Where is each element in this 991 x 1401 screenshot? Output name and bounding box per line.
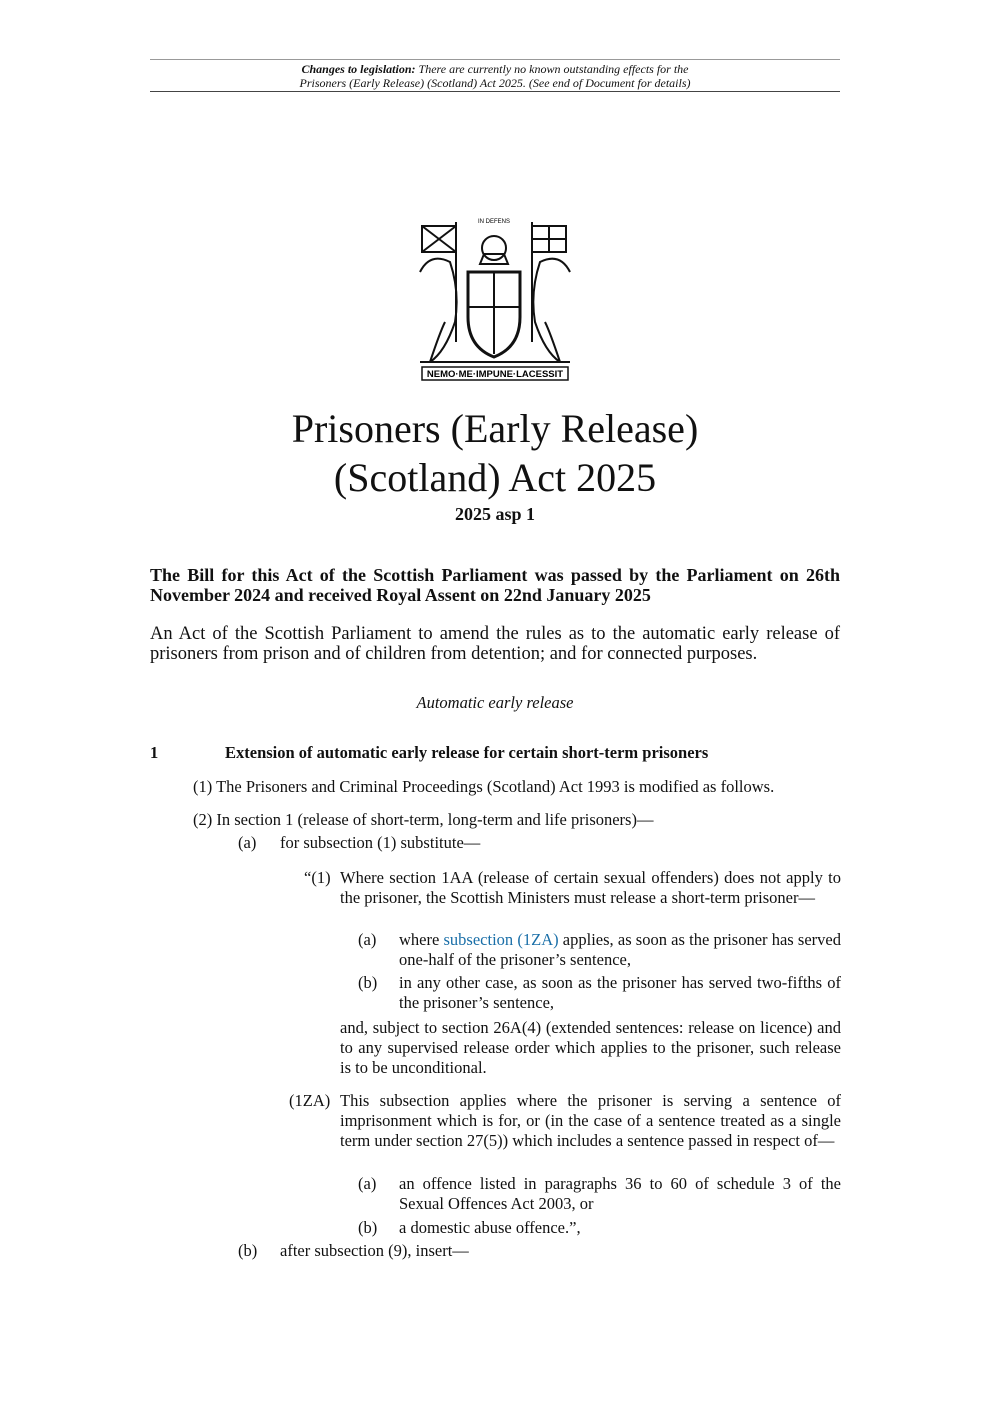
subsection-1za-link[interactable]: subsection (1ZA) <box>443 930 559 949</box>
asp-number: 2025 asp 1 <box>454 504 535 524</box>
quoted-1-num: “(1) <box>304 868 331 887</box>
quoted-1za-text: This subsection applies where the prisoner is serving a sentence of imprisonment which is for, or (in the case of a sentence treated as a single term under section 27(5)) which includes a sentence passed in respect of— <box>340 1091 841 1150</box>
quoted-1b-num: (b) <box>358 973 378 992</box>
q1a-post: applies, as soon as the prisoner has served one-half of the prisoner’s sentence, <box>399 930 841 969</box>
cross-heading: Automatic early release <box>416 693 574 712</box>
quoted-1za-num: (1ZA) <box>289 1091 331 1110</box>
changes-text-1: There are currently no known outstanding effects for the <box>418 62 689 76</box>
q1a-pre: where <box>399 930 444 949</box>
quoted-1za-a-text: an offence listed in paragraphs 36 to 60 of schedule 3 of the Sexual Offences Act 2003, or <box>399 1174 841 1213</box>
section-heading: Extension of automatic early release for certain short-term prisoners <box>225 743 709 762</box>
section-number: 1 <box>150 743 159 762</box>
changes-banner <box>150 59 840 92</box>
quoted-1-tail: and, subject to section 26A(4) (extended sentences: release on licence) and to any supervised release order which applies to the prisoner, such release is to be unconditional. <box>340 1018 841 1077</box>
long-title: An Act of the Scottish Parliament to amend the rules as to the automatic early release of prisoners from prison and of children from detention; and for connected purposes. <box>150 624 840 664</box>
royal-coat-of-arms <box>400 212 590 382</box>
para-a-text: for subsection (1) substitute— <box>280 833 481 852</box>
title-line-1: Prisoners (Early Release) <box>291 406 699 451</box>
quoted-1za-a-num: (a) <box>358 1174 377 1193</box>
subsection-2: (2) In section 1 (release of short-term, long-term and life prisoners)— <box>193 810 654 829</box>
quoted-1za-b-num: (b) <box>358 1218 378 1237</box>
enactment-text: The Bill for this Act of the Scottish Parliament was passed by the Parliament on 26th November 2024 and received Royal Assent on 22nd January 2025 <box>150 565 840 605</box>
title-line-2: (Scotland) Act 2025 <box>333 455 657 500</box>
quoted-1a-num: (a) <box>358 930 377 949</box>
changes-text-2: Prisoners (Early Release) (Scotland) Act 2025. (See end of Document for details) <box>299 76 691 90</box>
quoted-1za-b-text: a domestic abuse offence.”, <box>399 1218 581 1237</box>
crest-banner: IN DEFENS <box>477 219 511 225</box>
quoted-1-text: Where section 1AA (release of certain sexual offenders) does not apply to the prisoner, the Scottish Ministers must release a short-term prisoner— <box>340 868 841 907</box>
para-b-num: (b) <box>238 1241 258 1260</box>
para-b-text: after subsection (9), insert— <box>280 1241 469 1260</box>
quoted-1a-text <box>399 930 841 970</box>
act-title <box>150 404 840 502</box>
quoted-1b-text: in any other case, as soon as the prisoner has served two-fifths of the prisoner’s sentence, <box>399 973 841 1012</box>
crest-motto: NEMO·ME·IMPUNE·LACESSIT <box>426 369 564 380</box>
subsection-1: (1) The Prisoners and Criminal Proceedings (Scotland) Act 1993 is modified as follows. <box>193 777 775 796</box>
changes-label: Changes to legislation: <box>301 62 416 76</box>
para-a-num: (a) <box>238 833 257 852</box>
